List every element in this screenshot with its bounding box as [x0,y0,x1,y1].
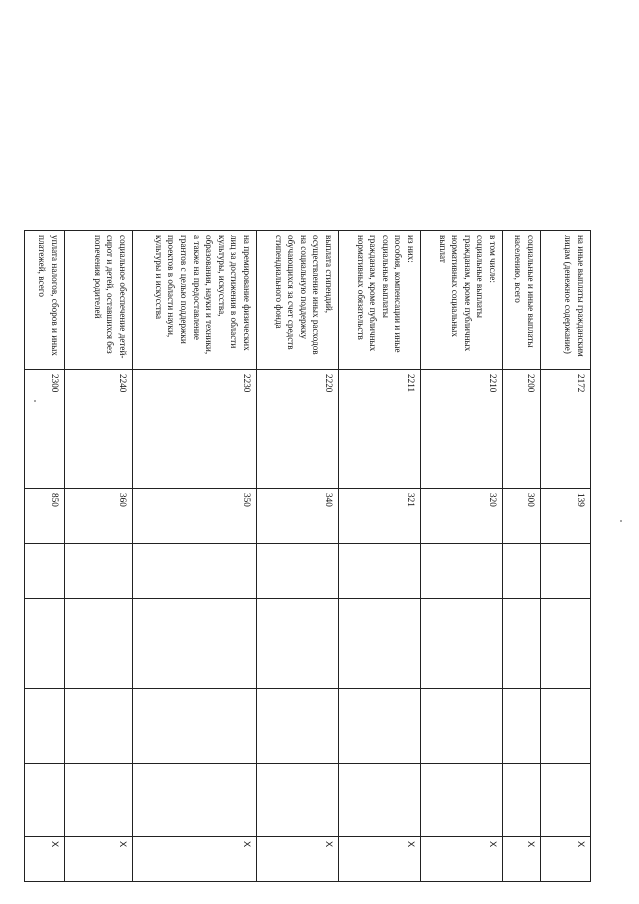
row-label-line: социальное обеспечение детей- [118,235,128,359]
row-label-line: нормативных социальных [450,235,461,337]
row-kosgu-code: 360 [65,489,133,544]
row-label-line: грантов с целью поддержки [179,235,190,344]
row-label-line: уплата налогов, сборов и иных [50,235,60,356]
empty-cell [541,544,591,599]
empty-cell [503,599,541,689]
empty-cell [133,764,257,837]
row-kosgu-code: 321 [339,489,421,544]
row-code: 2210 [421,370,503,489]
empty-cell [25,544,65,599]
row-label-line: из них: [406,235,416,263]
row-label-line: платежей, всего [37,235,48,297]
row-label-line: в том числе: [488,235,498,283]
empty-cell [65,689,133,764]
row-label-line: социальные и иные выплаты [526,235,536,348]
row-kosgu-code: 300 [503,489,541,544]
empty-cell [541,689,591,764]
empty-cell [541,599,591,689]
row-label [257,231,339,370]
row-label-line: социальные выплаты [475,235,486,318]
empty-cell [421,764,503,837]
budget-table [24,230,591,882]
empty-cell [65,544,133,599]
row-kosgu-code: 320 [421,489,503,544]
empty-cell [257,544,339,599]
row-code: 2172 [541,370,591,489]
row-label-line: стипендиального фонда [273,235,284,329]
row-label-line: культуры, искусства, [216,235,227,317]
row-label [65,231,133,370]
empty-cell [541,764,591,837]
empty-cell [257,689,339,764]
row-label [541,231,591,370]
empty-cell [25,599,65,689]
row-label [133,231,257,370]
empty-cell [65,764,133,837]
empty-cell [339,544,421,599]
row-x-mark: X [421,837,503,882]
row-label-line: попечения родителей [92,235,103,319]
row-x-mark: X [65,837,133,882]
table-row [65,231,133,882]
empty-cell [65,599,133,689]
row-label-line: а также на предоставление [191,235,202,340]
scan-speck [620,520,622,522]
row-label-line: гражданам, кроме публичных [368,235,379,352]
row-label [503,231,541,370]
empty-cell [133,544,257,599]
table-row [421,231,503,882]
row-label-line: образования, науки и техники, [204,235,215,355]
empty-cell [421,599,503,689]
empty-cell [503,764,541,837]
row-code: 2200 [503,370,541,489]
row-kosgu-code: 340 [257,489,339,544]
row-label-line: культуры и искусства [153,235,164,320]
row-kosgu-code: 850 [25,489,65,544]
rotated-table-container [37,230,591,870]
row-x-mark: X [503,837,541,882]
row-code: 2240 [65,370,133,489]
empty-cell [133,599,257,689]
row-x-mark: X [339,837,421,882]
row-x-mark: X [541,837,591,882]
table-row [133,231,257,882]
empty-cell [421,544,503,599]
table-row [257,231,339,882]
empty-cell [421,689,503,764]
row-label-line: осуществление иных расходов [311,235,322,355]
row-x-mark: X [257,837,339,882]
row-x-mark: X [25,837,65,882]
row-label-line: на социальную поддержку [298,235,309,339]
row-label-line: социальные выплаты [380,235,391,318]
row-label-line: лицам (денежное содержание) [563,235,574,354]
row-label [25,231,65,370]
empty-cell [25,689,65,764]
empty-cell [133,689,257,764]
table-row [503,231,541,882]
row-label-line: сирот и детей, оставшихся без [105,235,116,354]
row-label-line: на иные выплаты гражданским [576,235,586,357]
row-code: 2211 [339,370,421,489]
empty-cell [503,689,541,764]
row-code: 2230 [133,370,257,489]
row-code: 2220 [257,370,339,489]
row-label [339,231,421,370]
row-label-line: лиц за достижения в области [229,235,240,349]
row-kosgu-code: 139 [541,489,591,544]
row-label-line: на премирование физических [242,235,252,351]
row-x-mark: X [133,837,257,882]
empty-cell [339,764,421,837]
scan-speck [34,400,36,402]
row-label-line: населению, всего [513,235,524,303]
row-label-line: выплата стипендий, [324,235,334,314]
empty-cell [25,764,65,837]
row-label-line: гражданам, кроме публичных [462,235,473,352]
table-row [339,231,421,882]
table-row [25,231,65,882]
row-label-line: обучающихся за счет средств [286,235,297,350]
row-label-line: выплат [437,235,448,263]
empty-cell [257,599,339,689]
row-code: 2300 [25,370,65,489]
row-label-line: пособия, компенсации и иные [393,235,404,353]
row-label-line: нормативных обязательств [355,235,366,340]
table-row [541,231,591,882]
empty-cell [503,544,541,599]
row-label-line: проектов в области науки, [166,235,177,338]
empty-cell [339,689,421,764]
empty-cell [339,599,421,689]
empty-cell [257,764,339,837]
row-kosgu-code: 350 [133,489,257,544]
row-label [421,231,503,370]
